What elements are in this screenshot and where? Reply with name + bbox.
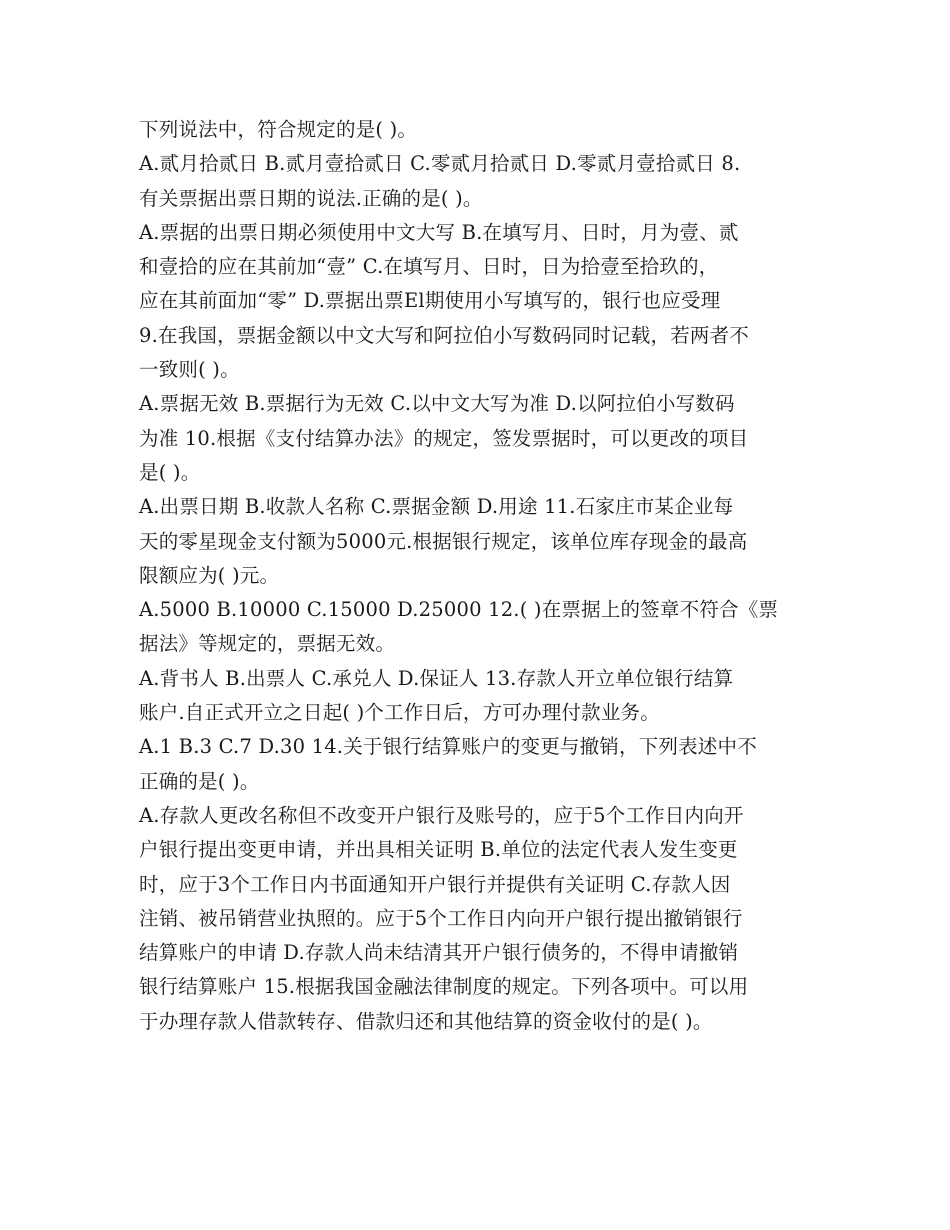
- text-line: 有关票据出票日期的说法.正确的是( )。: [139, 186, 483, 210]
- text-line: A.5000 B.10000 C.15000 D.25000 12.( )在票据上的签章不符合《票: [139, 598, 779, 622]
- text-line: A.1 B.3 C.7 D.30 14.关于银行结算账户的变更与撤销，下列表述中不: [139, 735, 757, 759]
- text-line: 银行结算账户 15.根据我国金融法律制度的规定。下列各项中。可以用: [139, 975, 749, 999]
- text-line: 注销、被吊销营业执照的。应于5个工作日内向开户银行提出撤销银行: [139, 906, 743, 930]
- text-line: A.背书人 B.出票人 C.承兑人 D.保证人 13.存款人开立单位银行结算: [139, 666, 734, 690]
- text-line: 9.在我国，票据金额以中文大写和阿拉伯小写数码同时记载，若两者不: [139, 323, 750, 347]
- text-line: 账户.自正式开立之日起( )个工作日后，方可办理付款业务。: [139, 701, 660, 725]
- text-line: 时，应于3个工作日内书面通知开户银行并提供有关证明 C.存款人因: [139, 872, 731, 896]
- text-line: 户银行提出变更申请，并出具相关证明 B.单位的法定代表人发生变更: [139, 838, 738, 862]
- text-line: 下列说法中，符合规定的是( )。: [139, 118, 418, 141]
- text-line: A.贰月拾贰日 B.贰月壹拾贰日 C.零贰月拾贰日 D.零贰月壹拾贰日 8.: [139, 152, 741, 176]
- text-line: 天的零星现金支付额为5000元.根据银行规定，该单位库存现金的最高: [139, 529, 748, 553]
- text-line: 正确的是( )。: [139, 769, 260, 793]
- text-line: 是( )。: [139, 460, 201, 484]
- text-line: A.出票日期 B.收款人名称 C.票据金额 D.用途 11.石家庄市某企业每: [139, 495, 734, 519]
- text-line: A.票据无效 B.票据行为无效 C.以中文大写为准 D.以阿拉伯小写数码: [139, 392, 735, 416]
- text-line: A.票据的出票日期必须使用中文大写 B.在填写月、日时，月为壹、贰: [139, 220, 739, 244]
- text-line: 为准 10.根据《支付结算办法》的规定，签发票据时，可以更改的项目: [139, 426, 749, 450]
- text-line: 结算账户的申请 D.存款人尚未结清其开户银行债务的，不得申请撤销: [139, 941, 739, 965]
- text-line: A.存款人更改名称但不改变开户银行及账号的，应于5个工作日内向开: [139, 803, 744, 827]
- text-line: 应在其前面加“零” D.票据出票El期使用小写填写的，银行也应受理: [139, 289, 721, 313]
- document-body: [139, 113, 819, 1039]
- text-line: 和壹拾的应在其前加“壹” C.在填写月、日时，日为拾壹至拾玖的，: [139, 255, 719, 279]
- text-line: 于办理存款人借款转存、借款归还和其他结算的资金收付的是( )。: [139, 1009, 713, 1033]
- text-line: 限额应为( )元。: [139, 563, 280, 587]
- text-line: 一致则( )。: [139, 358, 240, 382]
- text-line: 据法》等规定的，票据无效。: [139, 632, 396, 656]
